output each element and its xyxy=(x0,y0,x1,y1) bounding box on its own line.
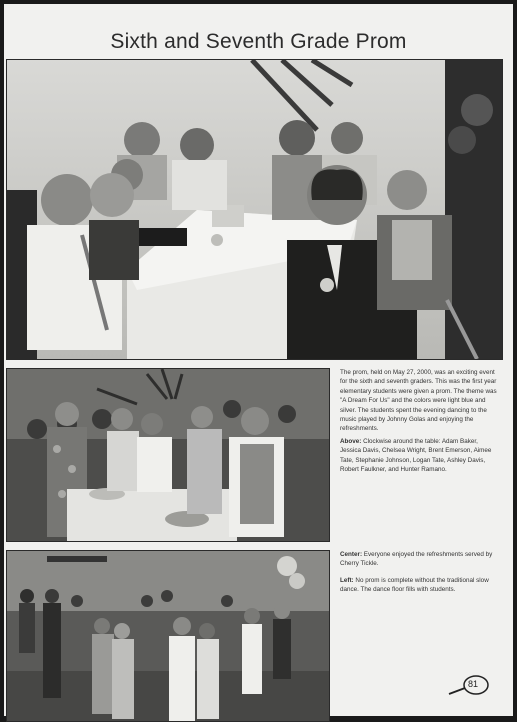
page-number: 81 xyxy=(468,679,479,689)
intro-text: The prom, held on May 27, 2000, was an exciting event for the sixth and seventh graders. This was the first year elementary students were given a prom. The theme was "A Dream For Us" and the colors were light blue and silver. The students spent the evening dancing to the music played by Johnny Golas and enjoying the refreshments. xyxy=(340,369,497,433)
intro-paragraph xyxy=(340,368,500,441)
caption-center-left xyxy=(340,550,500,602)
caption-center-text: Everyone enjoyed the refreshments served by Cherry Tickle. xyxy=(340,551,493,568)
page-title: Sixth and Seventh Grade Prom xyxy=(110,30,407,53)
caption-left-label: Left: xyxy=(340,576,354,584)
caption-above xyxy=(340,437,500,482)
caption-left-text: No prom is complete without the traditional slow dance. The dance floor fills with students. xyxy=(340,576,489,594)
photo-refreshments xyxy=(6,368,330,542)
caption-center-label: Center: xyxy=(340,551,363,558)
photo-slow-dance xyxy=(6,550,330,722)
caption-above-label: Above: xyxy=(340,438,362,445)
photo-table-group xyxy=(6,59,503,360)
yearbook-page xyxy=(4,4,513,716)
caption-above-text: Clockwise around the table: Adam Baker, Jessica Davis, Chelsea Wright, Brent Emerson, Aimee Tate, Stephanie Johnson, Logan Tate, Ashley Davis, Robert Faulkner, and Hunter Ramano. xyxy=(340,438,492,474)
